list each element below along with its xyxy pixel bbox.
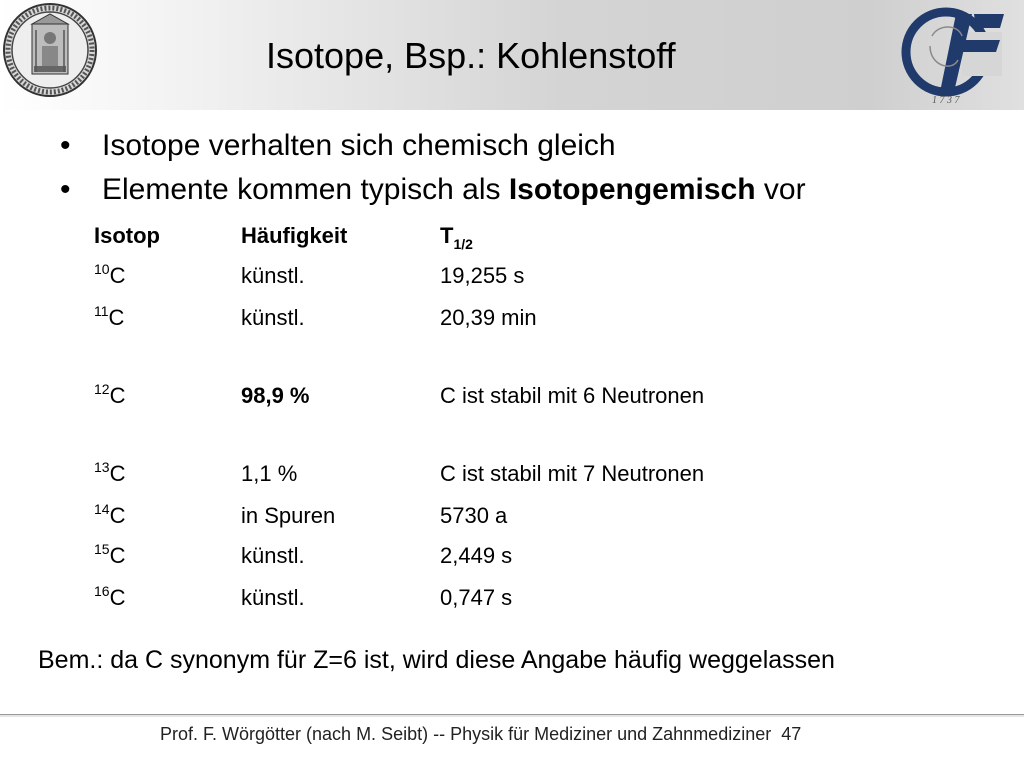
isotope-cell: $^{13}$C <box>94 459 126 486</box>
isotope-cell: $^{15}$C <box>94 541 126 568</box>
footer-divider <box>0 714 1024 717</box>
header-isotope: Isotop <box>94 223 160 248</box>
isotope-cell: $^{14}$C <box>94 501 126 528</box>
isotope-cell: $^{10}$C <box>94 261 126 288</box>
abundance-cell: künstl. <box>241 305 305 330</box>
isotope-cell: $^{11}$C <box>94 303 125 330</box>
isotope-cell: $^{12}$C <box>94 381 126 408</box>
bullet-dot: • <box>60 129 71 162</box>
abundance-cell: in Spuren <box>241 503 336 528</box>
halflife-cell: 0,747 s <box>440 585 513 610</box>
header-abundance: Häufigkeit <box>241 223 348 248</box>
bullet-item <box>60 168 806 212</box>
bullet-text: Isotope verhalten sich chemisch gleich <box>102 129 616 162</box>
university-seal-logo <box>2 2 98 98</box>
logo-year-text: 1 7 3 7 <box>932 95 960 106</box>
halflife-cell: 2,449 s <box>440 543 513 568</box>
footer-text: Prof. F. Wörgötter (nach M. Seibt) -- Physik für Mediziner und Zahnmediziner <box>160 724 772 744</box>
abundance-cell: 98,9 % <box>241 383 310 408</box>
bullet-item <box>60 124 806 168</box>
slide-title: Isotope, Bsp.: Kohlenstoff <box>266 35 676 76</box>
bullet-list <box>60 124 806 212</box>
halflife-cell: C ist stabil mit 6 Neutronen <box>440 383 705 408</box>
abundance-cell: künstl. <box>241 585 305 610</box>
bullet-dot: • <box>60 173 71 206</box>
halflife-cell: C ist stabil mit 7 Neutronen <box>440 461 705 486</box>
isotope-cell: $^{16}$C <box>94 583 126 610</box>
bullet-text-after: vor <box>755 173 806 206</box>
halflife-cell: 19,255 s <box>440 263 525 288</box>
remark-note: Bem.: da C synonym für Z=6 ist, wird diese Angabe häufig weggelassen <box>38 646 835 674</box>
header-halflife: $T_{1/2}$ <box>440 223 473 252</box>
bullet-bold-term: Isotopengemisch <box>508 173 756 206</box>
slide-footer <box>160 722 801 746</box>
abundance-cell: 1,1 % <box>241 461 298 486</box>
georg-august-university-logo <box>892 6 1016 106</box>
bullet-text-before: Elemente kommen typisch als <box>102 173 509 206</box>
abundance-cell: künstl. <box>241 263 305 288</box>
abundance-cell: künstl. <box>241 543 305 568</box>
halflife-cell: 5730 a <box>440 503 508 528</box>
page-number: 47 <box>781 724 802 744</box>
halflife-cell: 20,39 min <box>440 305 537 330</box>
